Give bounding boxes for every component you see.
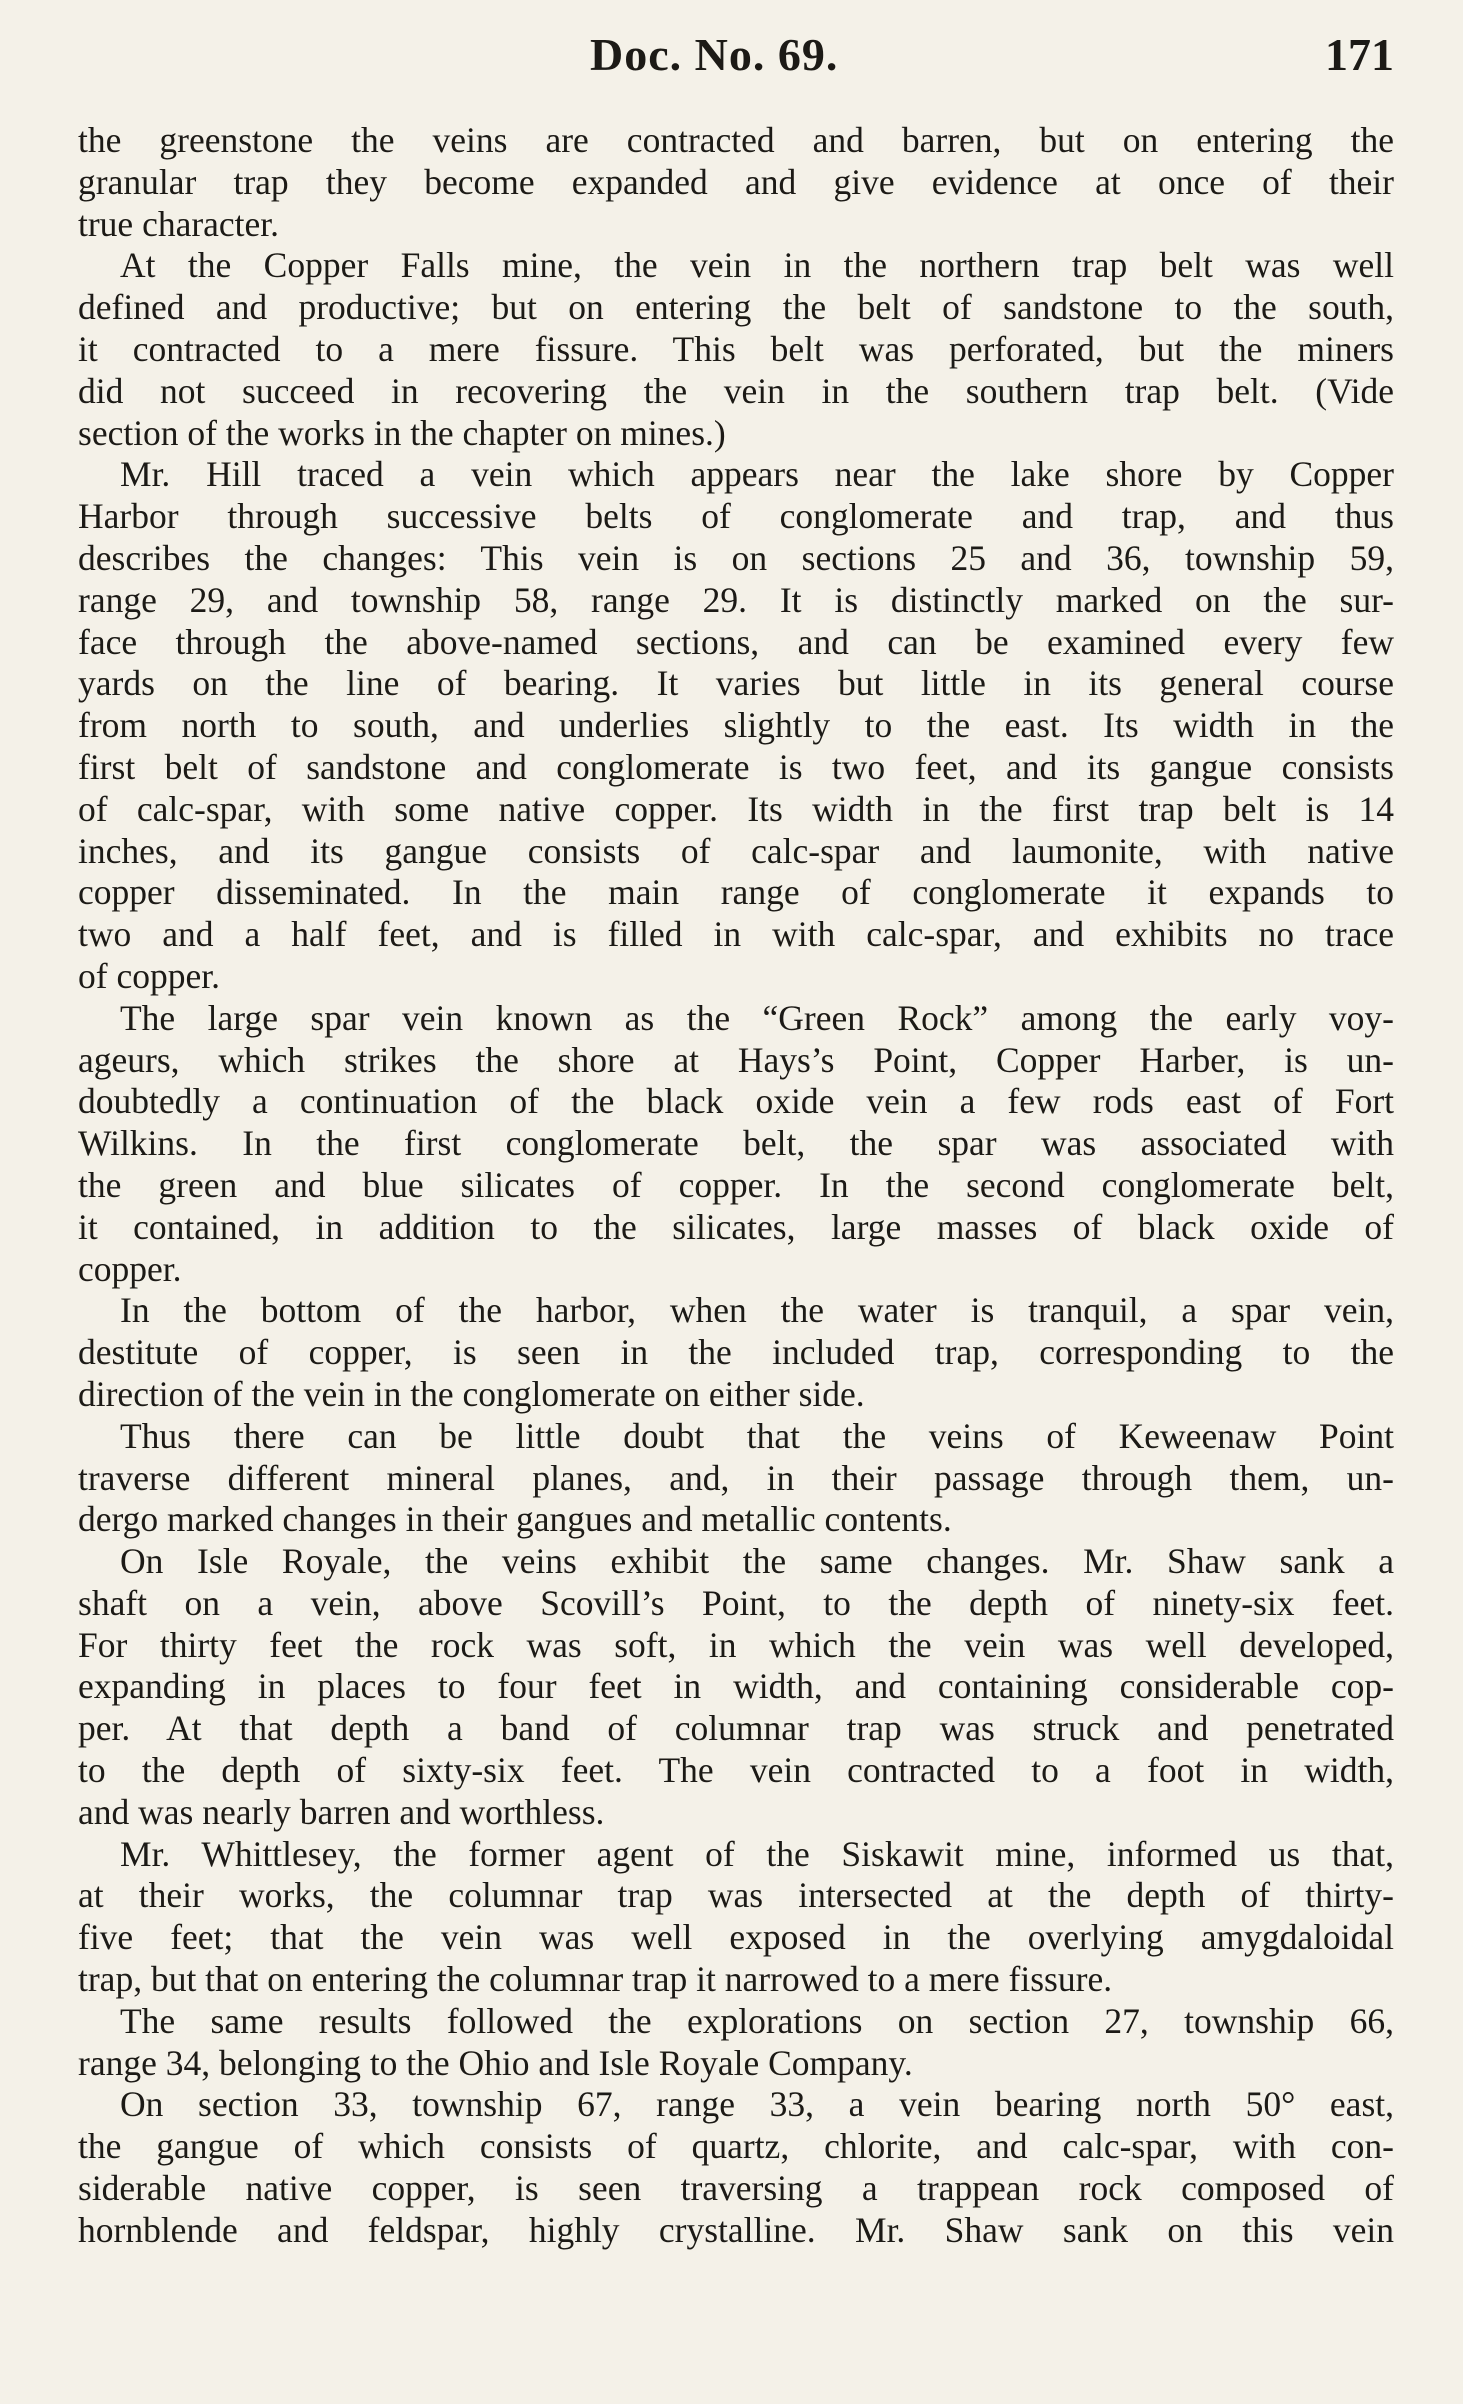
text-line: expanding in places to four feet in width, and containing considerable cop- [78, 1666, 1394, 1707]
text-line: doubtedly a continuation of the black oxide vein a few rods east of Fort [78, 1081, 1394, 1122]
text-line: dergo marked changes in their gangues and metallic contents. [78, 1499, 952, 1540]
text-line: ageurs, which strikes the shore at Hays’s Point, Copper Harber, is un- [78, 1039, 1394, 1080]
text-line: copper disseminated. In the main range of conglomerate it expands to [78, 872, 1394, 913]
text-line: granular trap they become expanded and give evidence at once of their [78, 161, 1394, 202]
text-line: traverse different mineral planes, and, in their passage through them, un- [78, 1457, 1394, 1498]
text-line: did not succeed in recovering the vein in the southern trap belt. (Vide [78, 370, 1394, 411]
text-line: Mr. Whittlesey, the former agent of the Siskawit mine, informed us that, [120, 1833, 1394, 1874]
text-line: section of the works in the chapter on mines.) [78, 412, 726, 453]
text-line: siderable native copper, is seen traversing a trappean rock composed of [78, 2168, 1394, 2209]
text-line: five feet; that the vein was well exposed in the overlying amygdaloidal [78, 1917, 1394, 1958]
body-text [78, 120, 1394, 2252]
text-line: shaft on a vein, above Scovill’s Point, to the depth of ninety-six feet. [78, 1582, 1394, 1623]
text-line: At the Copper Falls mine, the vein in the northern trap belt was well [120, 245, 1394, 286]
text-line: it contracted to a mere fissure. This belt was perforated, but the miners [78, 328, 1394, 369]
text-line: Thus there can be little doubt that the veins of Keweenaw Point [120, 1415, 1394, 1456]
text-line: Wilkins. In the first conglomerate belt, the spar was associated with [78, 1123, 1394, 1164]
text-line: destitute of copper, is seen in the included trap, corresponding to the [78, 1332, 1394, 1373]
text-line: of copper. [78, 955, 220, 996]
text-line: per. At that depth a band of columnar trap was struck and penetrated [78, 1708, 1394, 1749]
text-line: two and a half feet, and is filled in with calc-spar, and exhibits no trace [78, 914, 1394, 955]
text-line: On section 33, township 67, range 33, a vein bearing north 50° east, [120, 2084, 1394, 2125]
text-line: true character. [78, 203, 280, 244]
text-line: range 34, belonging to the Ohio and Isle Royale Company. [78, 2042, 913, 2083]
text-line: On Isle Royale, the veins exhibit the same changes. Mr. Shaw sank a [120, 1541, 1394, 1582]
text-line: In the bottom of the harbor, when the water is tranquil, a spar vein, [120, 1290, 1394, 1331]
text-line: direction of the vein in the conglomerate on either side. [78, 1373, 865, 1414]
text-line: copper. [78, 1248, 182, 1289]
text-line: of calc-spar, with some native copper. Its width in the first trap belt is 14 [78, 788, 1394, 829]
page-number: 171 [1325, 29, 1394, 80]
text-line: it contained, in addition to the silicates, large masses of black oxide of [78, 1206, 1394, 1247]
text-line: face through the above-named sections, and can be examined every few [78, 621, 1394, 662]
text-line: to the depth of sixty-six feet. The vein contracted to a foot in width, [78, 1750, 1394, 1791]
text-line: Harbor through successive belts of conglomerate and trap, and thus [78, 496, 1394, 537]
text-line: first belt of sandstone and conglomerate is two feet, and its gangue consists [78, 746, 1394, 787]
text-line: defined and productive; but on entering the belt of sandstone to the south, [78, 287, 1394, 328]
text-line: from north to south, and underlies slightly to the east. Its width in the [78, 705, 1394, 746]
text-line: the greenstone the veins are contracted and barren, but on entering the [78, 120, 1394, 160]
text-line: yards on the line of bearing. It varies but little in its general course [78, 663, 1394, 704]
text-line: Mr. Hill traced a vein which appears near the lake shore by Copper [120, 454, 1394, 495]
text-line: The same results followed the explorations on section 27, township 66, [120, 2000, 1394, 2041]
text-line: hornblende and feldspar, highly crystalline. Mr. Shaw sank on this vein [78, 2209, 1394, 2250]
text-line: describes the changes: This vein is on sections 25 and 36, township 59, [78, 537, 1394, 578]
text-line: the green and blue silicates of copper. In the second conglomerate belt, [78, 1164, 1394, 1205]
text-line: For thirty feet the rock was soft, in which the vein was well developed, [78, 1624, 1394, 1665]
text-line: the gangue of which consists of quartz, chlorite, and calc-spar, with con- [78, 2126, 1394, 2167]
text-line: The large spar vein known as the “Green Rock” among the early voy- [120, 997, 1394, 1038]
text-line: and was nearly barren and worthless. [78, 1791, 605, 1832]
text-line: inches, and its gangue consists of calc-spar and laumonite, with native [78, 830, 1394, 871]
document-title: Doc. No. 69. [590, 29, 839, 80]
text-line: trap, but that on entering the columnar trap it narrowed to a mere fissure. [78, 1959, 1113, 2000]
text-line: at their works, the columnar trap was intersected at the depth of thirty- [78, 1875, 1394, 1916]
text-line: range 29, and township 58, range 29. It is distinctly marked on the sur- [78, 579, 1394, 620]
running-head [78, 28, 1394, 98]
